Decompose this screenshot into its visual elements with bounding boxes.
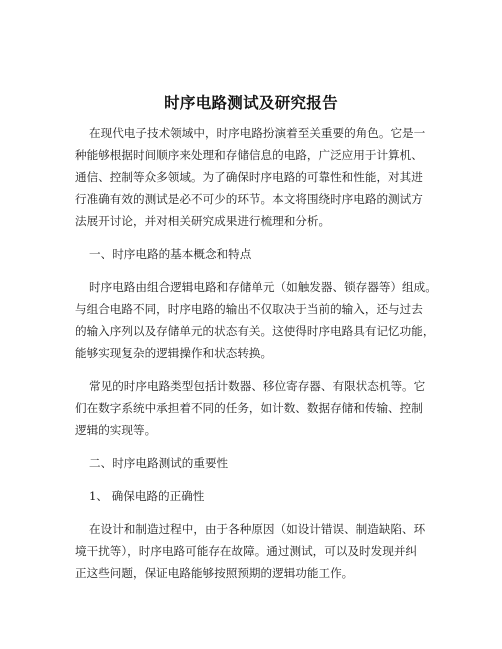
paragraph-line: 通信、控制等众多领域。为了确保时序电路的可靠性和性能，对其进	[75, 170, 423, 184]
paragraph-line: 们在数字系统中承担着不同的任务，如计数、数据存储和传输、控制	[75, 401, 423, 415]
paragraph-line: 种能够根据时间顺序来处理和存储信息的电路，广泛应用于计算机、	[75, 148, 423, 162]
document-title: 时序电路测试及研究报告	[164, 94, 338, 112]
paragraph-line: 正这些问题，保证电路能够按照预期的逻辑功能工作。	[75, 566, 354, 580]
paragraph-line: 时序电路由组合逻辑电路和存储单元（如触发器、锁存器等）组成。	[89, 280, 437, 294]
section-heading: 二、时序电路测试的重要性	[89, 456, 229, 470]
paragraph-line: 行准确有效的测试是必不可少的环节。本文将围绕时序电路的测试方	[75, 192, 423, 206]
section-heading: 一、时序电路的基本概念和特点	[89, 247, 252, 261]
paragraph-line: 与组合电路不同，时序电路的输出不仅取决于当前的输入，还与过去	[75, 302, 423, 316]
paragraph-line: 法展开讨论，并对相关研究成果进行梳理和分析。	[75, 214, 331, 228]
paragraph-line: 的输入序列以及存储单元的状态有关。这使得时序电路具有记忆功能，	[75, 324, 435, 338]
paragraph-line: 能够实现复杂的逻辑操作和状态转换。	[75, 346, 273, 360]
paragraph-line: 逻辑的实现等。	[75, 423, 157, 437]
paragraph-line: 在现代电子技术领域中，时序电路扮演着至关重要的角色。它是一	[89, 126, 426, 140]
paragraph-line: 在设计和制造过程中，由于各种原因（如设计错误、制造缺陷、环	[89, 522, 426, 536]
subsection-heading: 1、 确保电路的正确性	[89, 489, 205, 503]
paragraph-line: 境干扰等），时序电路可能存在故障。通过测试，可以及时发现并纠	[75, 544, 418, 558]
paragraph-line: 常见的时序电路类型包括计数器、移位寄存器、有限状态机等。它	[89, 379, 426, 393]
